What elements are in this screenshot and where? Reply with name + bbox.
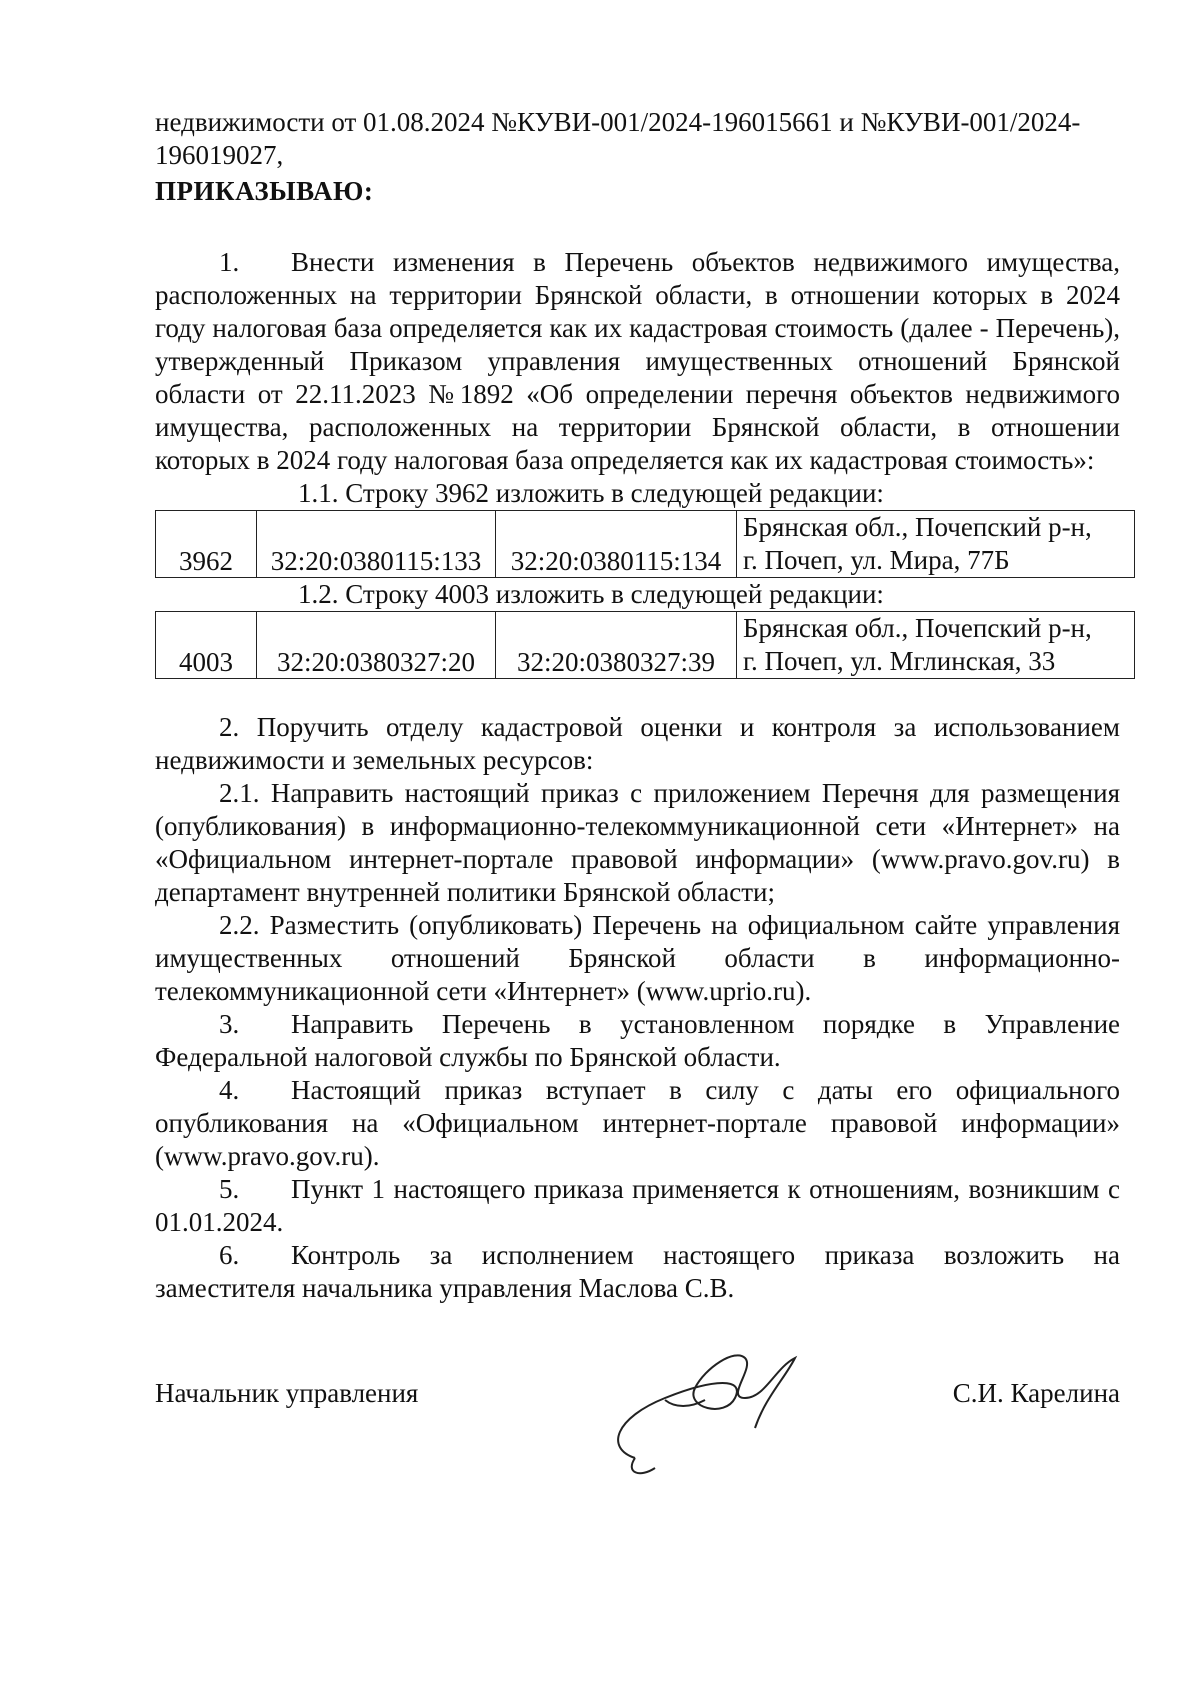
table-row-3962 bbox=[155, 510, 1135, 578]
row-number-cell: 4003 bbox=[156, 612, 257, 679]
cadastral-number-cell: 32:20:0380115:134 bbox=[496, 511, 737, 578]
order-heading: ПРИКАЗЫВАЮ: bbox=[155, 176, 374, 206]
table-row bbox=[156, 612, 1135, 679]
address-line: Брянская обл., Почепский р-н, bbox=[743, 613, 1092, 643]
intro-line-1: недвижимости от 01.08.2024 №КУВИ-001/2024-196015661 и №КУВИ-001/2024- bbox=[155, 107, 1081, 137]
intro-line-2: 196019027, bbox=[155, 140, 284, 170]
item-3 bbox=[155, 1008, 1120, 1074]
item-1 bbox=[155, 246, 1120, 477]
document-body bbox=[155, 106, 1120, 1305]
table-row-4003 bbox=[155, 611, 1135, 679]
item-3-number: 3. bbox=[219, 1009, 240, 1039]
cadastral-number-cell: 32:20:0380327:39 bbox=[496, 612, 737, 679]
item-1-text: Внести изменения в Перечень объектов недвижимого имущества, расположенных на территории Брянской области, в отношении которых в 2024 году налоговая база определяется как их кадастровая стоимость (далее - Перечень), утвержденный Приказом управления имущественных отношений Брянской области от 22.11.2023 №1892 «Об определении перечня объектов недвижимого имущества, расположенных на территории Брянской области, в отношении которых в 2024 году налоговая база определяется как их кадастровая стоимость»: bbox=[155, 247, 1120, 475]
item-6-text: Контроль за исполнением настоящего приказа возложить на заместителя начальника управления Маслова С.В. bbox=[155, 1240, 1120, 1303]
item-2: 2. Поручить отделу кадастровой оценки и контроля за использованием недвижимости и земельных ресурсов: bbox=[155, 712, 1120, 775]
item-5-number: 5. bbox=[219, 1174, 240, 1204]
item-2-1: 2.1. Направить настоящий приказ с приложением Перечня для размещения (опубликования) в информационно-телекоммуникационной сети «Интернет» на «Официальном интернет-портале правовой информации» (www.pravo.gov.ru) в департамент внутренней политики Брянской области; bbox=[155, 778, 1120, 907]
item-1-number: 1. bbox=[219, 247, 240, 277]
item-6 bbox=[155, 1239, 1120, 1305]
signatory-role: Начальник управления bbox=[155, 1378, 419, 1408]
address-cell bbox=[737, 511, 1135, 578]
handwritten-signature bbox=[595, 1338, 815, 1488]
address-cell bbox=[737, 612, 1135, 679]
address-line: г. Почеп, ул. Мглинская, 33 bbox=[743, 646, 1056, 676]
signatory-name: С.И. Карелина bbox=[952, 1378, 1120, 1408]
address-line: г. Почеп, ул. Мира, 77Б bbox=[743, 545, 1010, 575]
subitem-1-1: 1.1. Строку 3962 изложить в следующей редакции: bbox=[298, 478, 884, 508]
signature-block bbox=[155, 1378, 1120, 1468]
table-row bbox=[156, 511, 1135, 578]
item-3-text: Направить Перечень в установленном порядке в Управление Федеральной налоговой службы по Брянской области. bbox=[155, 1009, 1120, 1072]
subitem-1-2: 1.2. Строку 4003 изложить в следующей редакции: bbox=[298, 579, 884, 609]
cadastral-number-cell: 32:20:0380115:133 bbox=[257, 511, 496, 578]
item-4-text: Настоящий приказ вступает в силу с даты его официального опубликования на «Официальном интернет-портале правовой информации» (www.pravo.gov.ru). bbox=[155, 1075, 1120, 1171]
item-6-number: 6. bbox=[219, 1240, 240, 1270]
item-5-text: Пункт 1 настоящего приказа применяется к отношениям, возникшим с 01.01.2024. bbox=[155, 1174, 1120, 1237]
item-5 bbox=[155, 1173, 1120, 1239]
row-number-cell: 3962 bbox=[156, 511, 257, 578]
item-4-number: 4. bbox=[219, 1075, 240, 1105]
address-line: Брянская обл., Почепский р-н, bbox=[743, 512, 1092, 542]
item-4 bbox=[155, 1074, 1120, 1173]
item-2-2: 2.2. Разместить (опубликовать) Перечень на официальном сайте управления имущественных отношений Брянской области в информационно-телекоммуникационной сети «Интернет» (www.uprio.ru). bbox=[155, 910, 1120, 1006]
cadastral-number-cell: 32:20:0380327:20 bbox=[257, 612, 496, 679]
